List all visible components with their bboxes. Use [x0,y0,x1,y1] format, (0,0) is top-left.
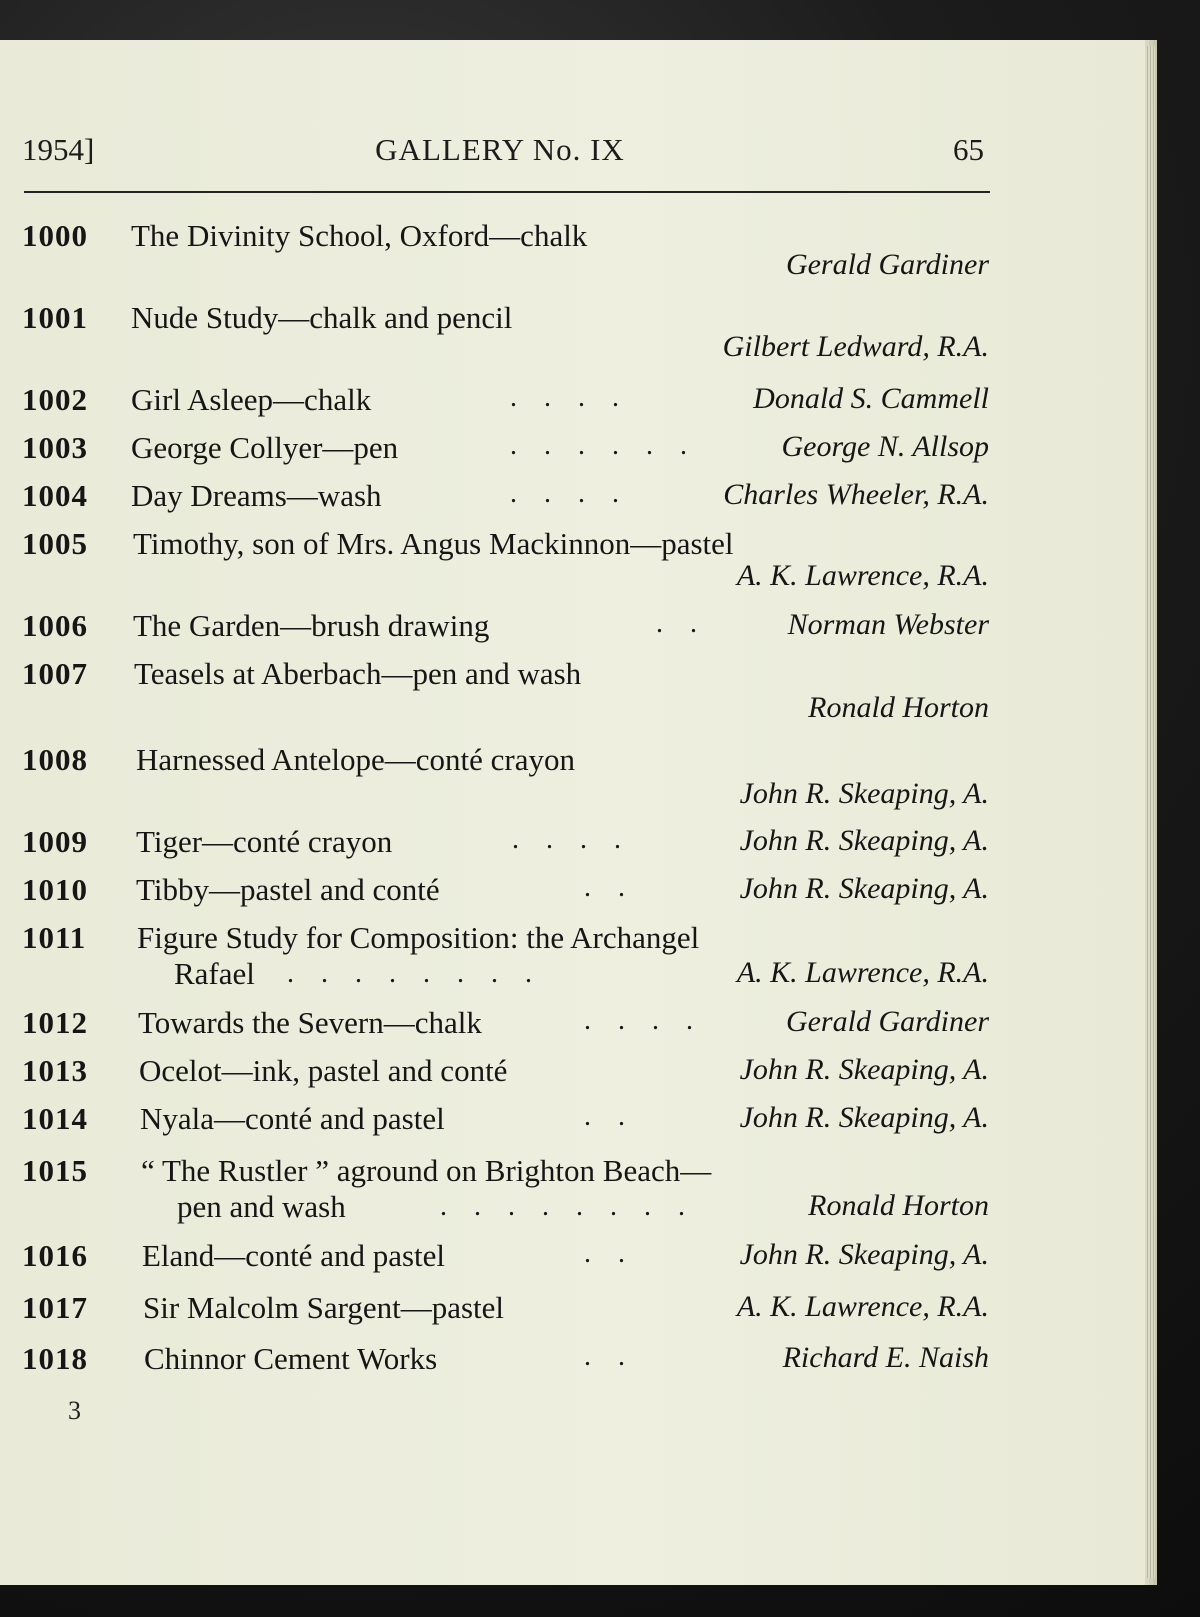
entry-title: Teasels at Aberbach—pen and wash [134,656,582,691]
running-head-title: GALLERY No. IX [375,132,625,167]
entry-title: The Garden—brush drawing [133,608,490,643]
entry-artist: A. K. Lawrence, R.A. [736,956,989,989]
entry-title-continuation: pen and wash [177,1189,346,1224]
entry-title: Figure Study for Composition: the Archangel [137,920,700,955]
entry-artist: Gerald Gardiner [785,248,989,281]
leader-dots: . . [584,1101,635,1132]
entry-title: Timothy, son of Mrs. Angus Mackinnon—pastel [133,526,734,561]
entry-number: 1004 [22,478,88,513]
entry-title: Tiger—conté crayon [136,824,393,859]
entry-title: “ The Rustler ” aground on Brighton Beach— [141,1153,712,1188]
entry-title-continuation: Rafael [174,956,255,991]
entry-title: Day Dreams—wash [131,478,382,513]
entry-title: Tibby—pastel and conté [136,872,440,907]
entry-artist: John R. Skeaping, A. [739,824,989,857]
entry-number: 1010 [22,872,88,907]
page-number: 65 [953,132,984,167]
entry-title: Chinnor Cement Works [144,1341,438,1376]
entry-number: 1003 [22,430,88,465]
entry-artist: John R. Skeaping, A. [739,872,989,905]
entry-title: Eland—conté and pastel [142,1238,446,1273]
entry-artist: Richard E. Naish [782,1341,989,1374]
entry-number: 1009 [22,824,88,859]
entry-number: 1007 [22,656,88,691]
entry-artist: Gilbert Ledward, R.A. [722,330,989,363]
entry-number: 1015 [22,1153,88,1188]
entry-artist: A. K. Lawrence, R.A. [736,1290,989,1323]
entry-artist: John R. Skeaping, A. [739,1053,989,1086]
entry-title: Sir Malcolm Sargent—pastel [143,1290,505,1325]
leader-dots: . . . . . . . . [287,958,542,989]
entry-number: 1006 [22,608,88,643]
entry-number: 1014 [22,1101,88,1136]
entry-number: 1000 [22,218,88,253]
entry-artist: Donald S. Cammell [753,382,989,415]
signature-mark: 3 [68,1396,81,1425]
entry-number: 1005 [22,526,88,561]
entry-title: Nude Study—chalk and pencil [131,300,513,335]
leader-dots: . . . . [584,1005,703,1036]
entry-number: 1012 [22,1005,88,1040]
header-rule [24,191,990,193]
leader-dots: . . . . [510,382,629,413]
leader-dots: . . . . . . [510,430,697,461]
leader-dots: . . . . [510,478,629,509]
entry-number: 1017 [22,1290,88,1325]
entry-artist: Ronald Horton [808,691,989,724]
entry-title: George Collyer—pen [131,430,399,465]
entry-number: 1016 [22,1238,88,1273]
page-edge [1145,46,1155,1578]
leader-dots: . . [584,1341,635,1372]
entry-artist: George N. Allsop [781,430,989,463]
entry-number: 1008 [22,742,88,777]
entry-number: 1013 [22,1053,88,1088]
entry-title: Ocelot—ink, pastel and conté [139,1053,508,1088]
entry-number: 1002 [22,382,88,417]
leader-dots: . . . . . . . . [440,1191,695,1222]
entry-number: 1018 [22,1341,88,1376]
entry-artist: A. K. Lawrence, R.A. [736,559,989,592]
entry-artist: John R. Skeaping, A. [739,777,989,810]
entry-artist: John R. Skeaping, A. [739,1101,989,1134]
entry-title: Girl Asleep—chalk [131,382,372,417]
entry-artist: John R. Skeaping, A. [739,1238,989,1271]
running-head-year: 1954] [22,132,95,167]
entry-title: The Divinity School, Oxford—chalk [131,218,588,253]
leader-dots: . . [584,872,635,903]
leader-dots: . . [656,608,707,639]
leader-dots: . . . . [512,824,631,855]
entry-title: Harnessed Antelope—conté crayon [136,742,576,777]
entry-artist: Gerald Gardiner [785,1005,989,1038]
entry-artist: Ronald Horton [808,1189,989,1222]
leader-dots: . . [584,1238,635,1269]
entry-title: Nyala—conté and pastel [140,1101,445,1136]
entry-number: 1001 [22,300,88,335]
entry-artist: Charles Wheeler, R.A. [723,478,989,511]
entry-number: 1011 [22,920,87,955]
entry-title: Towards the Severn—chalk [138,1005,482,1040]
entry-artist: Norman Webster [787,608,989,641]
